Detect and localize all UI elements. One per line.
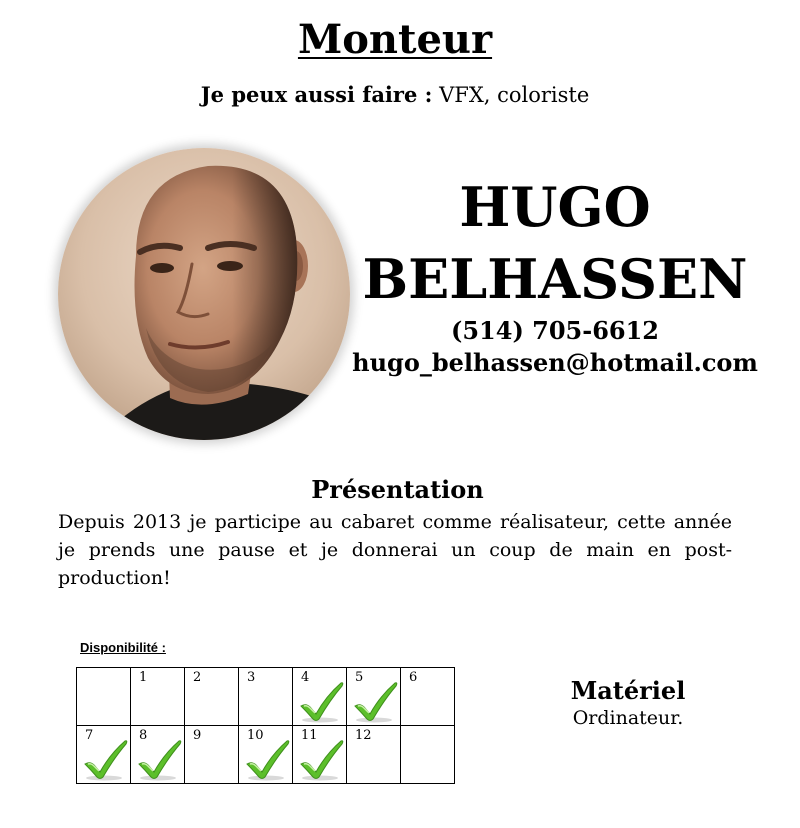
calendar-day-number: 4 (301, 670, 310, 685)
calendar-day-number: 1 (139, 670, 148, 685)
calendar-day-number: 7 (85, 728, 94, 743)
calendar-day-cell (401, 668, 455, 726)
checkmark-icon (352, 680, 400, 724)
materiel-title: Matériel (570, 676, 686, 705)
also-can-do (0, 82, 790, 107)
page-title: Monteur (297, 16, 493, 63)
calendar-day-number: 9 (193, 728, 202, 743)
calendar-day-number: 5 (355, 670, 364, 685)
calendar-day-cell (77, 726, 131, 784)
calendar-day-cell (239, 726, 293, 784)
first-name: HUGO (459, 175, 651, 239)
calendar-day-number: 11 (301, 728, 318, 743)
materiel-text: Ordinateur. (572, 707, 684, 729)
calendar-day-cell (293, 668, 347, 726)
calendar-day-cell (347, 726, 401, 784)
calendar-day-number: 8 (139, 728, 148, 743)
calendar-row (77, 726, 455, 784)
calendar-day-number: 2 (193, 670, 202, 685)
calendar-day-cell (131, 668, 185, 726)
also-can-do-label: Je peux aussi faire : (200, 82, 433, 107)
presentation-title: Présentation (311, 475, 484, 504)
calendar-day-number: 12 (355, 728, 372, 743)
checkmark-icon (82, 738, 130, 782)
calendar-day-cell (77, 668, 131, 726)
calendar-day-cell (401, 726, 455, 784)
checkmark-icon (244, 738, 292, 782)
calendar-row (77, 668, 455, 726)
also-can-do-value: VFX, coloriste (439, 83, 590, 107)
availability-calendar (76, 667, 455, 784)
portrait-illustration (58, 148, 350, 440)
calendar-day-cell (131, 726, 185, 784)
last-name: BELHASSEN (362, 247, 748, 311)
calendar-day-number: 10 (247, 728, 264, 743)
checkmark-icon (298, 738, 346, 782)
calendar-day-cell (239, 668, 293, 726)
presentation-text: Depuis 2013 je participe au cabaret comme réalisateur, cette année je prends une pause et je donnerai un coup de main en post-production! (58, 511, 732, 589)
calendar-day-cell (185, 668, 239, 726)
calendar-day-cell (185, 726, 239, 784)
calendar-day-cell (293, 726, 347, 784)
phone-number: (514) 705-6612 (450, 316, 660, 345)
email-address: hugo_belhassen@hotmail.com (352, 348, 758, 377)
calendar-day-number: 3 (247, 670, 256, 685)
checkmark-icon (136, 738, 184, 782)
calendar-day-number: 6 (409, 670, 418, 685)
portrait-photo (58, 148, 350, 440)
checkmark-icon (298, 680, 346, 724)
availability-label: Disponibilité : (80, 640, 166, 655)
calendar-day-cell (347, 668, 401, 726)
